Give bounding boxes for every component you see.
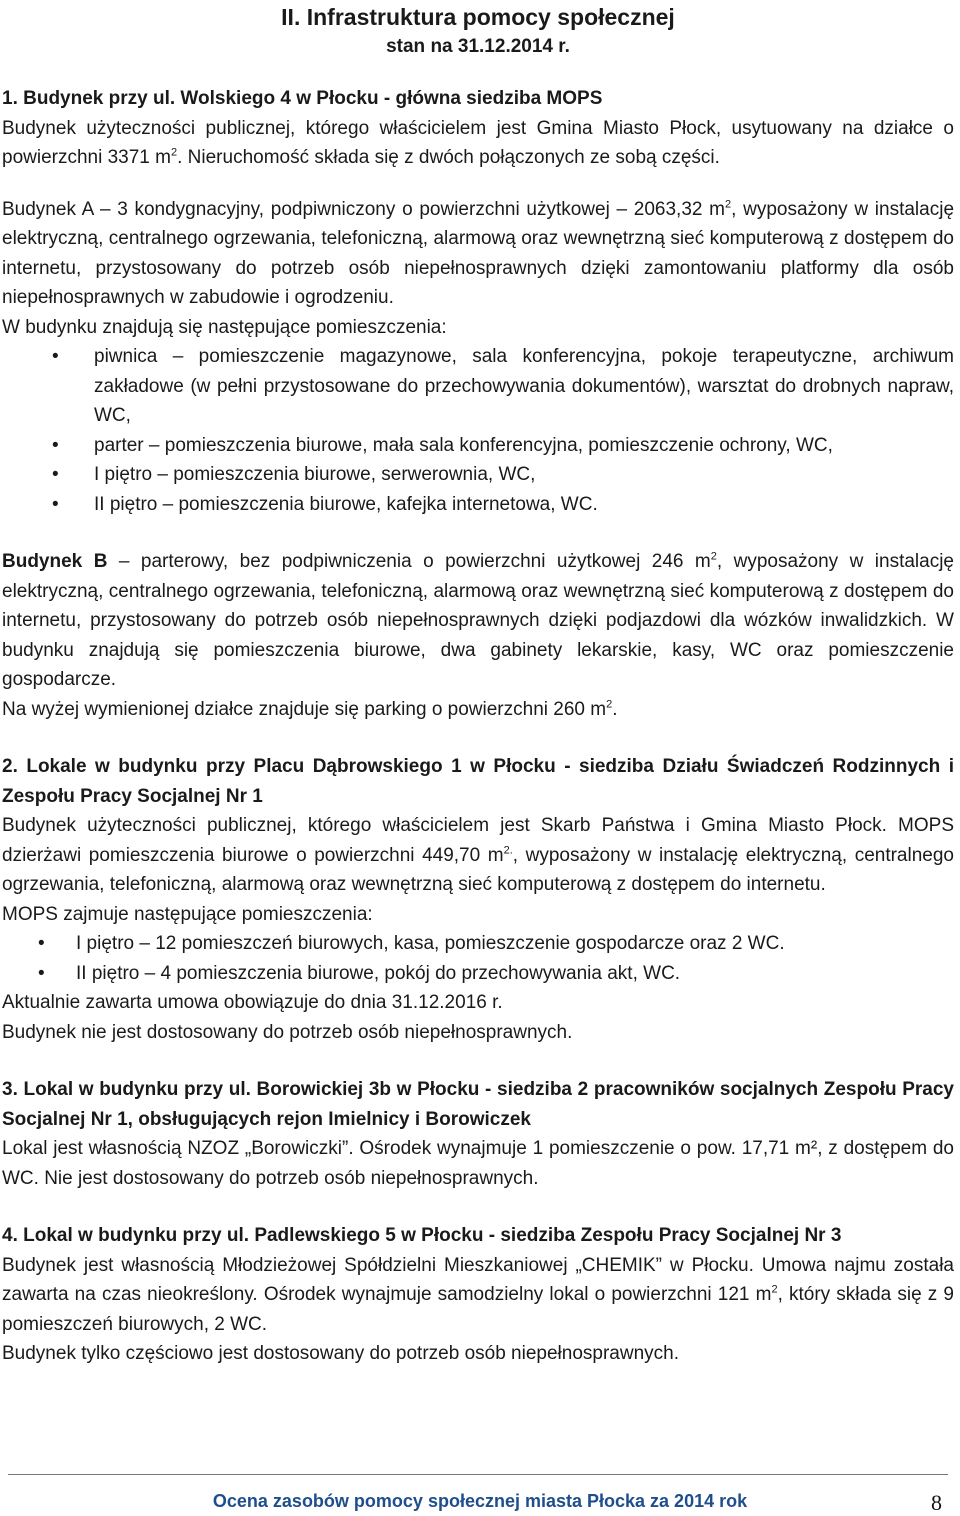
building-b-description: Budynek B – parterowy, bez podpiwniczenia o powierzchni użytkowej 246 $m^2$, wyposażony w instalację elektryczną, centralnego ogrzewania, telefoniczną, alarmową oraz wewnętrzną sieć komputerową z dostępem do internetu, przystosowany do potrzeb osób niepełnosprawnych dzięki podjazdowi dla wózków inwalidzkich. W budynku znajdują się pomieszczenia biurowe, dwa gabinety lekarskie, kasy, WC oraz pomieszczenie gospodarcze. — [2, 550, 954, 690]
list-item: • parter – pomieszczenia biurowe, mała sala konferencyjna, pomieszczenie ochrony, WC, — [2, 431, 954, 461]
building-b-label: Budynek B — [2, 551, 108, 572]
building-a-label: Budynek A — [2, 198, 94, 220]
section-1-heading: 1. Budynek przy ul. Wolskiego 4 w Płocku - główna siedziba MOPS — [2, 88, 603, 109]
section-3-description: Lokal jest własnością NZOZ „Borowiczki”. Ośrodek wynajmuje 1 pomieszczenie o pow. 17,71 m², z dostępem do WC. Nie jest dostosowany do potrzeb osób niepełnosprawnych. — [2, 1138, 954, 1189]
footer-divider — [8, 1474, 948, 1475]
section-4-description: Budynek jest własnością Młodzieżowej Spółdzielni Mieszkaniowej „CHEMIK” w Płocku. Umowa najmu została zawarta na czas nieokreślony. Ośrodek wynajmuje samodzielny lokal o powierzchni 121 $m^2$, który składa się z 9 pomieszczeń biurowych, 2 WC. — [2, 1254, 954, 1335]
section-4-heading: 4. Lokal w budynku przy ul. Padlewskiego 5 w Płocku - siedziba Zespołu Pracy Socjalnej Nr 3 — [2, 1225, 842, 1246]
bullet-icon: • — [52, 464, 59, 485]
list-item: • piwnica – pomieszczenie magazynowe, sala konferencyjna, pokoje terapeutyczne, archiwum zakładowe (w pełni przystosowane do przechowywania dokumentów), warsztat do drobnych napraw, WC, — [2, 342, 954, 431]
footer-title: Ocena zasobów pomocy społecznej miasta Płocka za 2014 rok — [212, 1491, 748, 1511]
building-a-description: Budynek A – 3 kondygnacyjny, podpiwniczony o powierzchni użytkowej – 2063,32 $m^2$, wyposażony w instalację elektryczną, centralnego ogrzewania, telefoniczną, alarmową oraz wewnętrzną sieć komputerową z dostępem do internetu, przystosowany do potrzeb osób niepełnosprawnych dzięki zamontowaniu platformy dla osób niepełnosprawnych w zabudowie i ogrodzeniu. — [2, 198, 955, 308]
section-1-intro: Budynek użyteczności publicznej, którego właścicielem jest Gmina Miasto Płock, usytuowany na działce o powierzchni 3371 $m^2$. Nieruchomość składa się z dwóch połączonych ze sobą części. — [2, 117, 954, 168]
page-subtitle: stan na 31.12.2014 r. — [386, 36, 570, 57]
bullet-icon: • — [52, 493, 59, 515]
bullet-icon: • — [52, 434, 59, 456]
section-2-rooms-intro: MOPS zajmuje następujące pomieszczenia: — [2, 903, 373, 925]
section-4-accessibility: Budynek tylko częściowo jest dostosowany do potrzeb osób niepełnosprawnych. — [2, 1343, 679, 1364]
section-2-heading: 2. Lokale w budynku przy Placu Dąbrowskiego 1 w Płocku - siedziba Działu Świadczeń Rodzinnych i Zespołu Pracy Socjalnej Nr 1 — [2, 756, 954, 807]
building-a-rooms-intro: W budynku znajdują się następujące pomieszczenia: — [2, 316, 447, 338]
bullet-icon: • — [52, 346, 59, 367]
parking-info: Na wyżej wymienionej działce znajduje się parking o powierzchni 260 $m^2$. — [2, 698, 618, 720]
building-a-rooms-list — [2, 342, 954, 519]
list-item: • I piętro – 12 pomieszczeń biurowych, kasa, pomieszczenie gospodarcze oraz 2 WC. — [2, 929, 954, 959]
page-number: 8 — [931, 1490, 942, 1515]
section-2-description: Budynek użyteczności publicznej, którego właścicielem jest Skarb Państwa i Gmina Miasto Płock. MOPS dzierżawi pomieszczenia biurowe o powierzchni 449,70 $m^{2.}$, wyposażony w instalację elektryczną, centralnego ogrzewania, telefoniczną, alarmową oraz wewnętrzną sieć komputerową z dostępem do internetu. — [2, 815, 954, 895]
section-2-accessibility: Budynek nie jest dostosowany do potrzeb osób niepełnosprawnych. — [2, 1021, 573, 1043]
section-3-heading: 3. Lokal w budynku przy ul. Borowickiej 3b w Płocku - siedziba 2 pracowników socjalnych Zespołu Pracy Socjalnej Nr 1, obsługujących rejon Imielnicy i Borowiczek — [2, 1079, 954, 1130]
list-item: • II piętro – pomieszczenia biurowe, kafejka internetowa, WC. — [2, 490, 954, 520]
section-2-rooms-list — [2, 929, 954, 988]
section-2-contract: Aktualnie zawarta umowa obowiązuje do dnia 31.12.2016 r. — [2, 992, 503, 1013]
bullet-icon: • — [38, 933, 45, 954]
page-title: II. Infrastruktura pomocy społecznej — [281, 4, 675, 30]
list-item: • II piętro – 4 pomieszczenia biurowe, pokój do przechowywania akt, WC. — [2, 959, 954, 989]
list-item: • I piętro – pomieszczenia biurowe, serwerownia, WC, — [2, 460, 954, 490]
bullet-icon: • — [38, 962, 45, 984]
